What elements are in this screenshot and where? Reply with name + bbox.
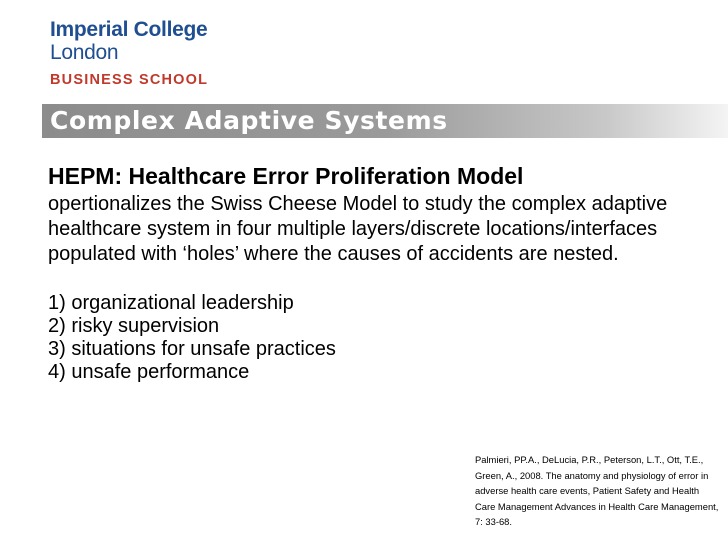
layers-list [48, 292, 708, 384]
list-item: 4) unsafe performance [48, 361, 250, 383]
logo-line-business-school: BUSINESS SCHOOL [50, 72, 209, 88]
model-description: opertionalizes the Swiss Cheese Model to study the complex adaptive healthcare system in four multiple layers/discrete locations/interfaces populated with ‘holes’ where the causes of accidents are nested. [48, 193, 668, 265]
list-item: 3) situations for unsafe practices [48, 338, 336, 360]
logo-line-imperial-college: Imperial College [50, 18, 208, 41]
slide-body [48, 162, 708, 384]
logo-line-london: London [50, 41, 119, 64]
model-heading: HEPM: Healthcare Error Proliferation Model [48, 163, 524, 189]
citation-reference: Palmieri, PP.A., DeLucia, P.R., Peterson, L.T., Ott, T.E., Green, A., 2008. The anatomy and physiology of error in adverse health care events, Patient Safety and Health Care Management Advances in Health Care Management, 7: 33-68. [475, 454, 719, 527]
list-item: 1) organizational leadership [48, 292, 294, 314]
slide-title: Complex Adaptive Systems [50, 106, 448, 135]
imperial-college-logo [50, 18, 208, 88]
list-item: 2) risky supervision [48, 315, 220, 337]
title-bar [42, 104, 728, 138]
